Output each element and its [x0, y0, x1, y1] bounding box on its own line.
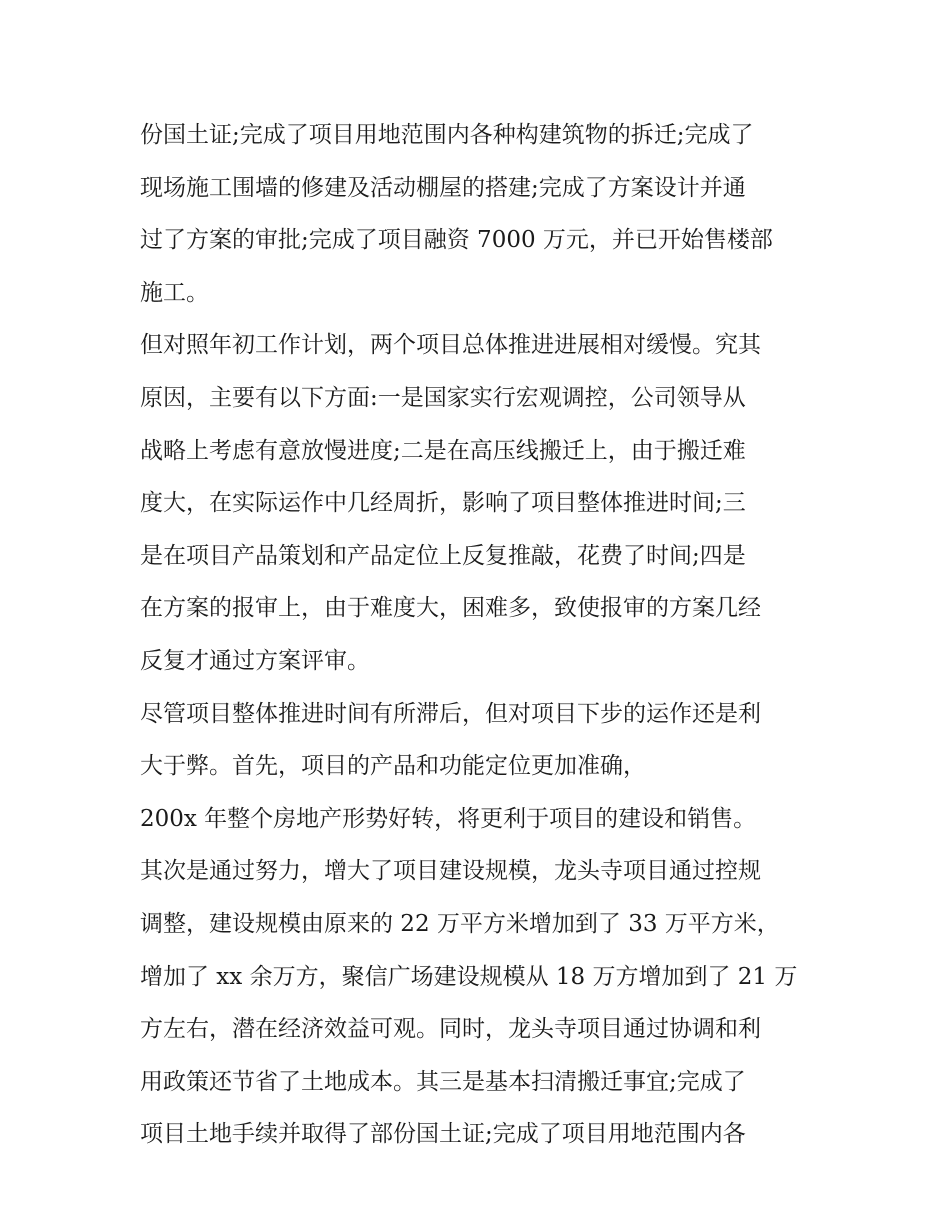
text-line: 用政策还节省了土地成本。其三是基本扫清搬迁事宜;完成了 [140, 1068, 746, 1095]
document-body [140, 109, 820, 1161]
text-line: 方左右，潜在经济效益可观。同时，龙头寺项目通过协调和利 [140, 1016, 761, 1043]
text-line: 调整，建设规模由原来的 22 万平方米增加到了 33 万平方米， [140, 910, 780, 937]
text-line: 原因，主要有以下方面:一是国家实行宏观调控，公司领导从 [140, 384, 746, 411]
text-line: 增加了 xx 余万方，聚信广场建设规模从 18 万方增加到了 21 万 [140, 963, 798, 990]
text-line: 是在项目产品策划和产品定位上反复推敲，花费了时间;四是 [140, 542, 746, 569]
text-line: 其次是通过努力，增大了项目建设规模，龙头寺项目通过控规 [140, 858, 761, 885]
text-line: 200x 年整个房地产形势好转，将更利于项目的建设和销售。 [140, 805, 757, 832]
text-line: 战略上考虑有意放慢进度;二是在高压线搬迁上，由于搬迁难 [140, 437, 746, 464]
text-line: 过了方案的审批;完成了项目融资 7000 万元，并已开始售楼部 [140, 227, 773, 254]
text-line: 尽管项目整体推进时间有所滞后，但对项目下步的运作还是利 [140, 700, 761, 727]
text-line: 在方案的报审上，由于难度大，困难多，致使报审的方案几经 [140, 595, 761, 622]
text-line: 但对照年初工作计划，两个项目总体推进进展相对缓慢。究其 [140, 332, 761, 359]
text-line: 份国土证;完成了项目用地范围内各种构建筑物的拆迁;完成了 [140, 122, 754, 148]
text-line: 施工。 [140, 279, 209, 306]
text-line: 反复才通过方案评审。 [140, 647, 370, 674]
text-line: 现场施工围墙的修建及活动棚屋的搭建;完成了方案设计并通 [140, 174, 746, 201]
text-line: 项目土地手续并取得了部份国土证;完成了项目用地范围内各 [140, 1121, 746, 1148]
text-line: 度大，在实际运作中几经周折，影响了项目整体推进时间;三 [140, 490, 746, 517]
text-line: 大于弊。首先，项目的产品和功能定位更加准确， [140, 753, 646, 780]
